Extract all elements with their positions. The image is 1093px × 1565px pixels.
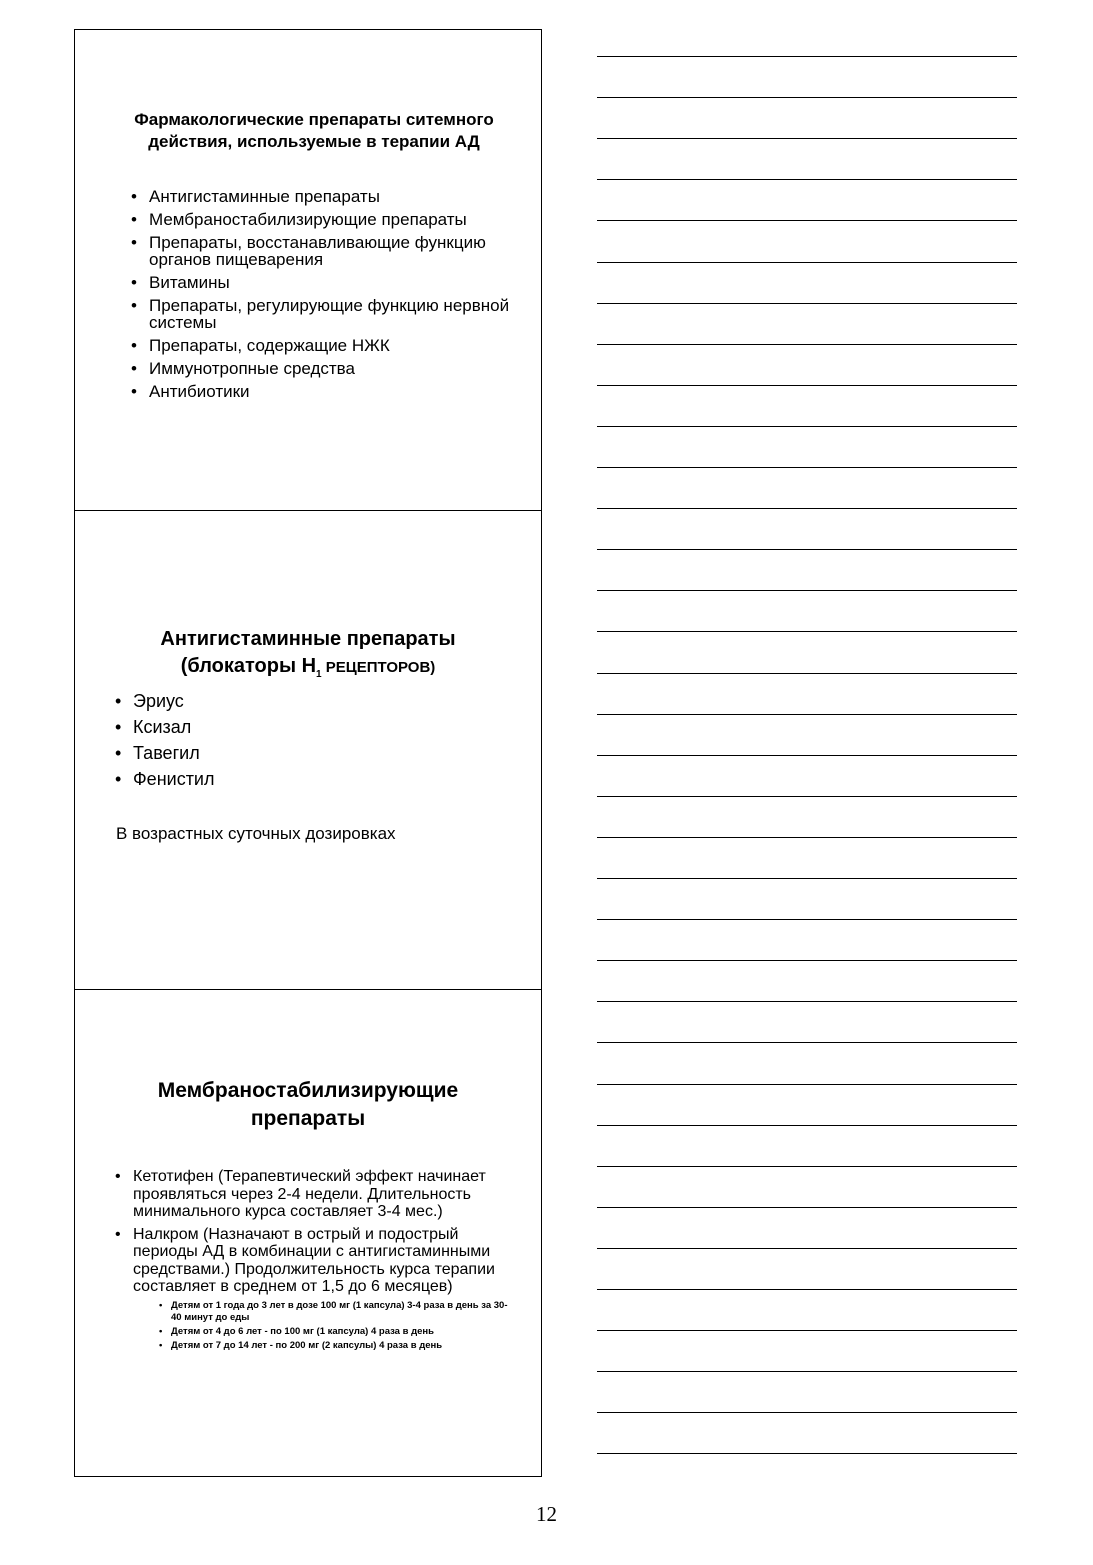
slide-title bbox=[105, 626, 511, 688]
list-item: • Иммунотропные средства bbox=[131, 360, 525, 377]
note-line bbox=[597, 138, 1017, 139]
note-line bbox=[597, 1248, 1017, 1249]
note-line bbox=[597, 426, 1017, 427]
note-line bbox=[597, 1166, 1017, 1167]
note-line bbox=[597, 796, 1017, 797]
list-item: • Витамины bbox=[131, 274, 525, 291]
sublist-item: • Детям от 4 до 6 лет - по 100 мг (1 капсула) 4 раза в день bbox=[159, 1326, 517, 1338]
note-line bbox=[597, 1371, 1017, 1372]
list-item: • Ксизал bbox=[115, 717, 525, 737]
note-line bbox=[597, 919, 1017, 920]
dosage-note: В возрастных суточных дозировках bbox=[116, 824, 396, 843]
slide-title-open: (блокаторы Н bbox=[180, 655, 317, 677]
list-item: • Эриус bbox=[115, 691, 525, 711]
slide-title-subscript: 1 bbox=[316, 669, 322, 680]
slide-antihistamines bbox=[75, 511, 541, 990]
list-item: • Тавегил bbox=[115, 743, 525, 763]
note-line bbox=[597, 56, 1017, 57]
dosage-sublist bbox=[133, 1300, 517, 1352]
list-item bbox=[115, 1226, 517, 1352]
notes-lines bbox=[597, 0, 1017, 1480]
page-number: 12 bbox=[536, 1502, 557, 1526]
list-item: • Антигистаминные препараты bbox=[131, 188, 525, 205]
list-item: • Антибиотики bbox=[131, 383, 525, 400]
list-item-text: Кетотифен (Терапевтический эффект начинает проявляться через 2-4 недели. Длительность минимального курса составляет 3-4 мес.) bbox=[133, 1168, 486, 1220]
slide-title-line1: Антигистаминные препараты bbox=[160, 628, 456, 650]
note-line bbox=[597, 97, 1017, 98]
note-line bbox=[597, 220, 1017, 221]
slide-membrane-stabilizers bbox=[75, 990, 541, 1477]
note-line bbox=[597, 1412, 1017, 1413]
list-item: • Препараты, восстанавливающие функцию органов пищеварения bbox=[131, 234, 525, 268]
note-line bbox=[597, 1289, 1017, 1290]
slides-panel bbox=[74, 29, 542, 1477]
slide-title: Фармакологические препараты ситемного действия, используемые в терапии АД bbox=[134, 110, 494, 151]
note-line bbox=[597, 714, 1017, 715]
note-line bbox=[597, 590, 1017, 591]
note-line bbox=[597, 467, 1017, 468]
note-line bbox=[597, 960, 1017, 961]
note-line bbox=[597, 262, 1017, 263]
note-line bbox=[597, 755, 1017, 756]
list-item bbox=[115, 1168, 517, 1221]
note-line bbox=[597, 303, 1017, 304]
note-line bbox=[597, 1001, 1017, 1002]
note-line bbox=[597, 878, 1017, 879]
bullet-list bbox=[115, 691, 525, 795]
note-line bbox=[597, 1042, 1017, 1043]
note-line bbox=[597, 1084, 1017, 1085]
note-line bbox=[597, 385, 1017, 386]
bullet-list bbox=[131, 188, 525, 406]
slide-systemic-drugs bbox=[75, 30, 541, 511]
note-line bbox=[597, 344, 1017, 345]
note-line bbox=[597, 673, 1017, 674]
sublist-item: • Детям от 1 года до 3 лет в дозе 100 мг (1 капсула) 3-4 раза в день за 30-40 минут до еды bbox=[159, 1300, 517, 1324]
sublist-item: • Детям от 7 до 14 лет - по 200 мг (2 капсулы) 4 раза в день bbox=[159, 1340, 517, 1352]
note-line bbox=[597, 179, 1017, 180]
note-line bbox=[597, 1453, 1017, 1454]
list-item: • Мембраностабилизирующие препараты bbox=[131, 211, 525, 228]
list-item-text: Налкром (Назначают в острый и подострый периоды АД в комбинации с антигистаминными средствами.) Продолжительность курса терапии составляет в среднем от 1,5 до 6 месяцев) bbox=[133, 1225, 495, 1295]
bullet-list bbox=[115, 1168, 517, 1357]
slide-title-caps: РЕЦЕПТОРОВ) bbox=[321, 659, 436, 676]
note-line bbox=[597, 1330, 1017, 1331]
note-line bbox=[597, 837, 1017, 838]
note-line bbox=[597, 1207, 1017, 1208]
list-item: • Фенистил bbox=[115, 769, 525, 789]
list-item: • Препараты, регулирующие функцию нервной системы bbox=[131, 297, 525, 331]
slide-title: Мембраностабилизирующие препараты bbox=[157, 1079, 459, 1130]
note-line bbox=[597, 1125, 1017, 1126]
note-line bbox=[597, 549, 1017, 550]
list-item: • Препараты, содержащие НЖК bbox=[131, 337, 525, 354]
note-line bbox=[597, 631, 1017, 632]
note-line bbox=[597, 508, 1017, 509]
